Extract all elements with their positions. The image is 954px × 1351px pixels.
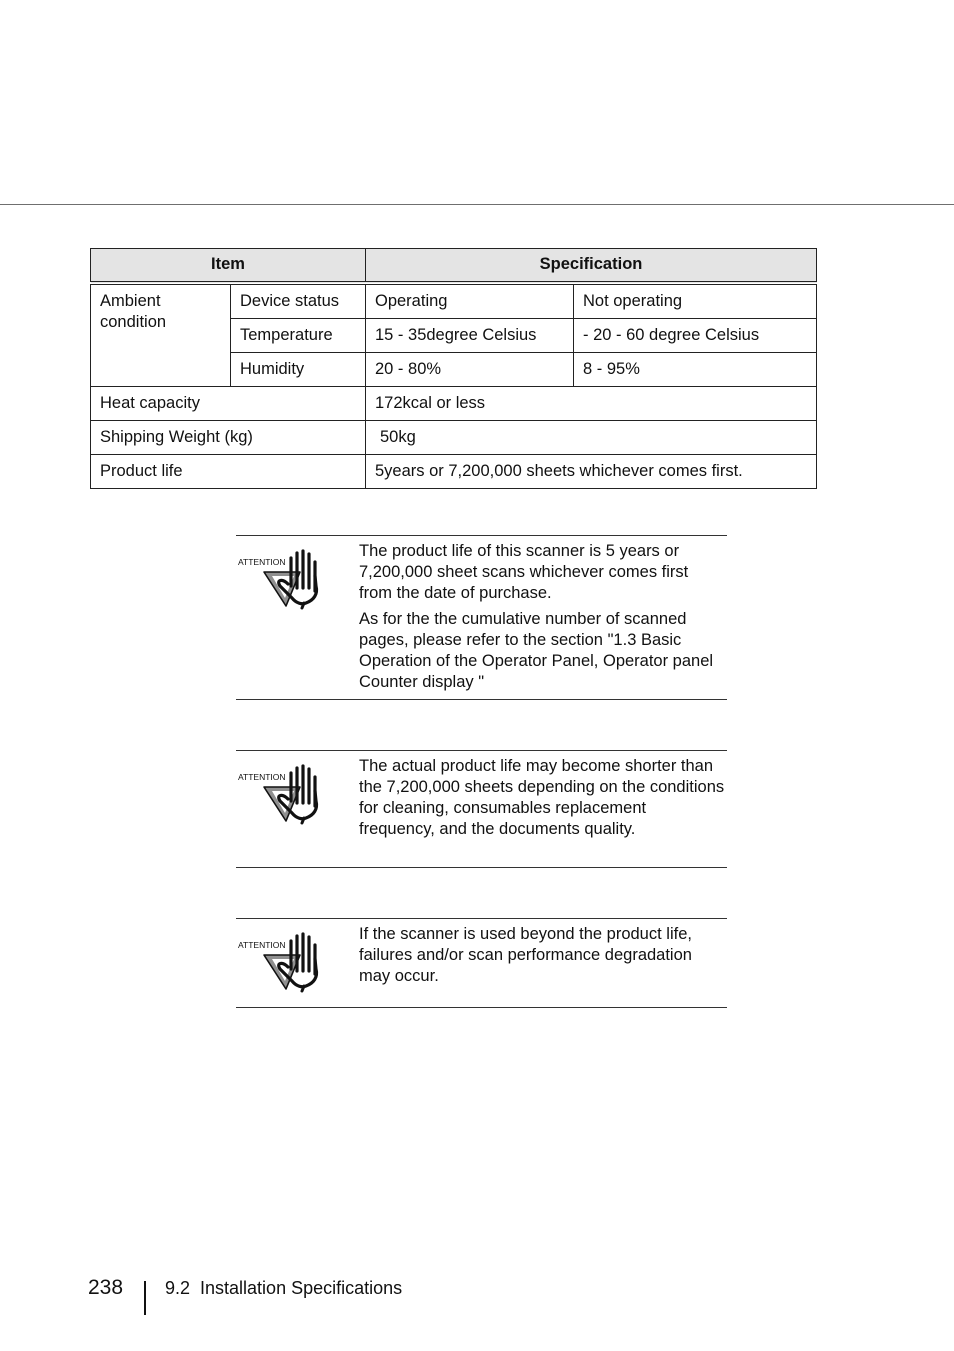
attention-label: ATTENTION: [238, 940, 286, 950]
row-value: 172kcal or less: [366, 387, 817, 421]
row-label: Shipping Weight (kg): [91, 421, 366, 455]
attention-label: ATTENTION: [238, 772, 286, 782]
table-row: [91, 455, 817, 489]
header-rule: [0, 204, 954, 205]
header-item: Item: [91, 249, 366, 284]
row-label: Device status: [231, 283, 366, 319]
row-label: Heat capacity: [91, 387, 366, 421]
operating-value: 15 - 35degree Celsius: [366, 319, 574, 353]
row-label: Product life: [91, 455, 366, 489]
attention-label: ATTENTION: [238, 557, 286, 567]
table-row: [91, 421, 817, 455]
note-text: [359, 541, 725, 698]
attention-hand-icon: [238, 763, 332, 825]
spec-table: [90, 248, 817, 489]
note-paragraph: As for the the cumulative number of scanned pages, please refer to the section "1.3 Basic Operation of the Operator Panel, Operator panel Counter display ": [359, 610, 714, 691]
note-paragraph: If the scanner is used beyond the product life, failures and/or scan performance degradation may occur.: [359, 925, 692, 985]
note-paragraph: The product life of this scanner is 5 years or 7,200,000 sheet scans whichever comes first from the date of purchase.: [359, 542, 689, 602]
note-text: [359, 924, 725, 992]
row-label: Humidity: [231, 353, 366, 387]
not-operating-value: - 20 - 60 degree Celsius: [574, 319, 817, 353]
attention-note: [236, 535, 727, 700]
attention-note: [236, 918, 727, 1008]
operating-value: 20 - 80%: [366, 353, 574, 387]
table-header-row: [91, 249, 817, 284]
row-label: Temperature: [231, 319, 366, 353]
note-text: [359, 756, 725, 845]
table-row: [91, 387, 817, 421]
not-operating-value: 8 - 95%: [574, 353, 817, 387]
note-paragraph: The actual product life may become shorter than the 7,200,000 sheets depending on the conditions for cleaning, consumables replacement frequency, and the documents quality.: [359, 757, 725, 838]
attention-hand-icon: [238, 931, 332, 993]
operating-value: Operating: [366, 283, 574, 319]
not-operating-value: Not operating: [574, 283, 817, 319]
page-number: 238: [88, 1276, 124, 1299]
row-value: 50kg: [366, 421, 817, 455]
table-row: [91, 283, 817, 319]
row-value: 5years or 7,200,000 sheets whichever comes first.: [366, 455, 817, 489]
footer-divider: [144, 1281, 146, 1315]
attention-note: [236, 750, 727, 868]
footer-section-title: 9.2 Installation Specifications: [165, 1278, 403, 1298]
ambient-condition-cell: Ambient condition: [91, 283, 231, 387]
header-specification: Specification: [366, 249, 817, 284]
attention-hand-icon: [238, 548, 332, 610]
